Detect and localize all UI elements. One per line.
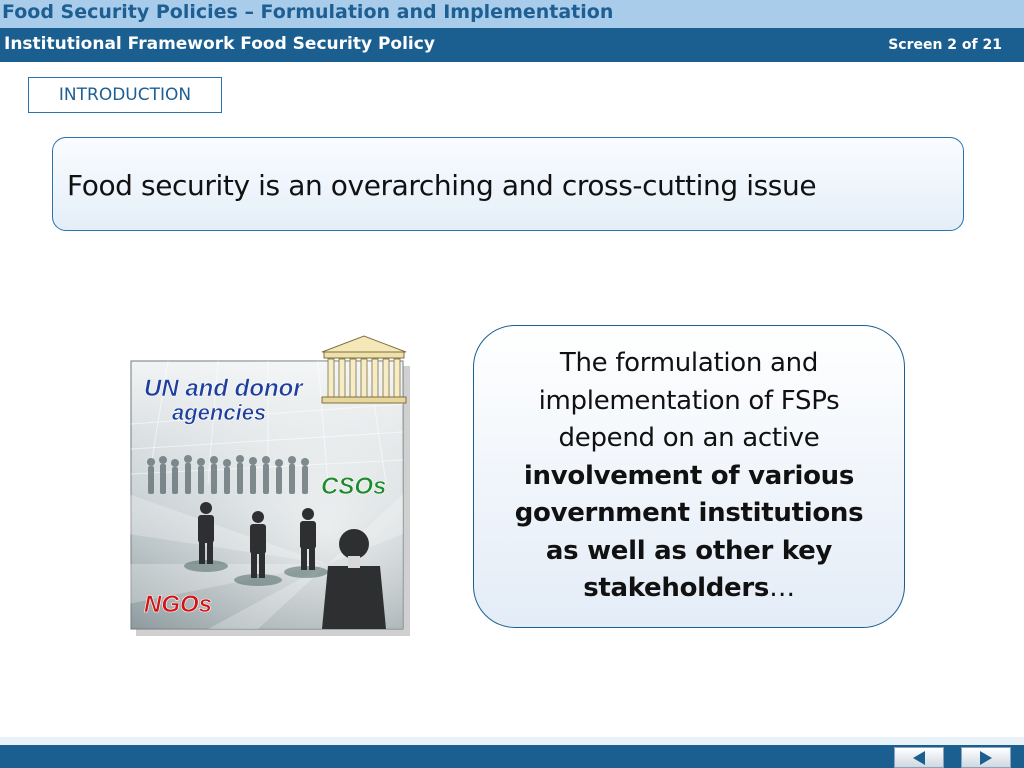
callout-text-plain: The formulation and implementation of FSPs depend on an active <box>538 348 840 454</box>
section-tag: INTRODUCTION <box>28 77 222 113</box>
course-title: Food Security Policies – Formulation and Implementation <box>2 1 614 23</box>
screen-counter: Screen 2 of 21 <box>888 37 1002 53</box>
callout-box <box>473 325 905 628</box>
course-title-bar <box>0 0 1024 28</box>
headline-box <box>52 137 964 231</box>
headline-text: Food security is an overarching and cross-cutting issue <box>67 169 817 202</box>
triangle-right-icon <box>980 751 992 765</box>
triangle-left-icon <box>913 751 925 765</box>
callout-text <box>496 345 882 608</box>
footer-bar <box>0 745 1024 768</box>
callout-text-tail: … <box>769 573 795 604</box>
footer-strip <box>0 737 1024 745</box>
label-ngos: NGOs <box>144 591 213 618</box>
label-un-agencies-2: agencies <box>172 400 267 425</box>
lesson-title: Institutional Framework Food Security Policy <box>4 34 435 54</box>
next-screen-button[interactable] <box>961 747 1011 768</box>
lesson-title-bar <box>0 28 1024 62</box>
label-un-agencies: UN and donor <box>144 375 303 402</box>
previous-screen-button[interactable] <box>894 747 944 768</box>
label-csos: CSOs <box>321 473 387 500</box>
callout-text-bold: involvement of various government institutions as well as other key stakeholders <box>514 460 864 604</box>
stakeholders-illustration <box>128 334 418 640</box>
stakeholders-image <box>128 334 418 640</box>
